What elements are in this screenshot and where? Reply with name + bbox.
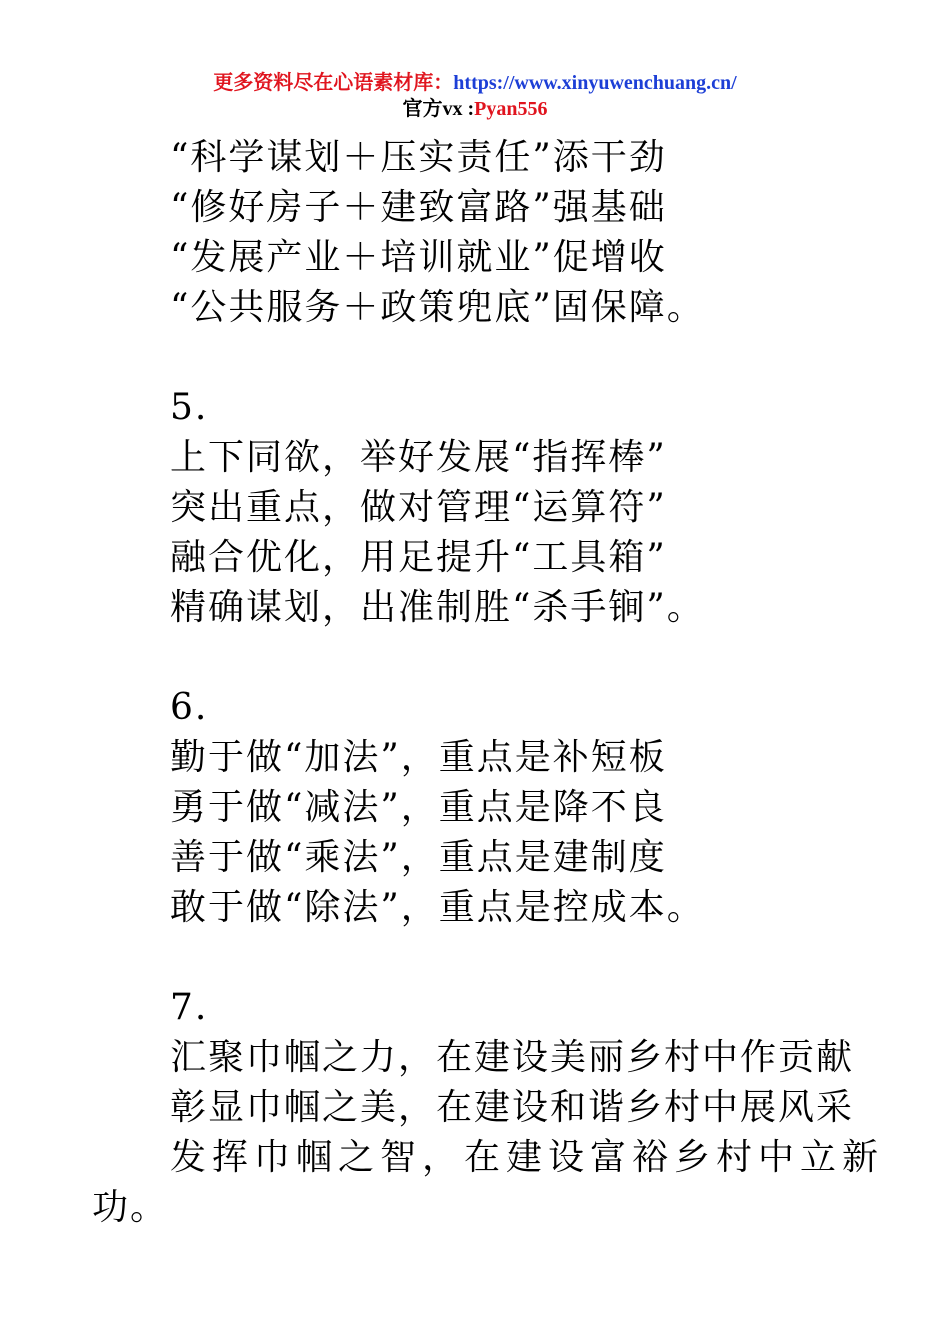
s4-line-3: “发展产业＋培训就业”促增收 (170, 237, 667, 278)
s7-line-3: 发挥巾帼之智，在建设富裕乡村中立新 (170, 1137, 885, 1178)
s4-line-4: “公共服务＋政策兜底”固保障。 (170, 287, 705, 328)
s5-line-2: 突出重点，做对管理“运算符” (170, 487, 667, 528)
s4-line-1: “科学谋划＋压实责任”添干劲 (170, 137, 667, 178)
s6-line-1: 勤于做“加法”，重点是补短板 (170, 737, 667, 778)
s5-line-1: 上下同欲，举好发展“指挥棒” (170, 437, 667, 478)
s6-line-4: 敢于做“除法”，重点是控成本。 (170, 887, 705, 928)
s4-line-2: “修好房子＋建致富路”强基础 (170, 187, 667, 228)
s6-number: 6. (170, 687, 209, 728)
s5-line-4: 精确谋划，出准制胜“杀手锏”。 (170, 587, 705, 628)
s7-number: 7. (170, 987, 209, 1028)
s7-line-2: 彰显巾帼之美，在建设和谐乡村中展风采 (170, 1087, 855, 1128)
header-vx-label: 官方vx : (402, 98, 475, 120)
header-promo-text: 更多资料尽在心语素材库： (213, 72, 454, 94)
s7-line-1: 汇聚巾帼之力，在建设美丽乡村中作贡献 (170, 1037, 855, 1078)
header-url-link[interactable]: https://www.xinyuwenchuang.cn/ (453, 72, 737, 94)
s5-line-3: 融合优化，用足提升“工具箱” (170, 537, 667, 578)
s6-line-3: 善于做“乘法”，重点是建制度 (170, 837, 667, 878)
s7-line-4: 功。 (92, 1187, 169, 1228)
s6-line-2: 勇于做“减法”，重点是降不良 (170, 787, 667, 828)
header-vx-id: Pyan556 (474, 98, 548, 120)
s5-number: 5. (170, 387, 209, 428)
